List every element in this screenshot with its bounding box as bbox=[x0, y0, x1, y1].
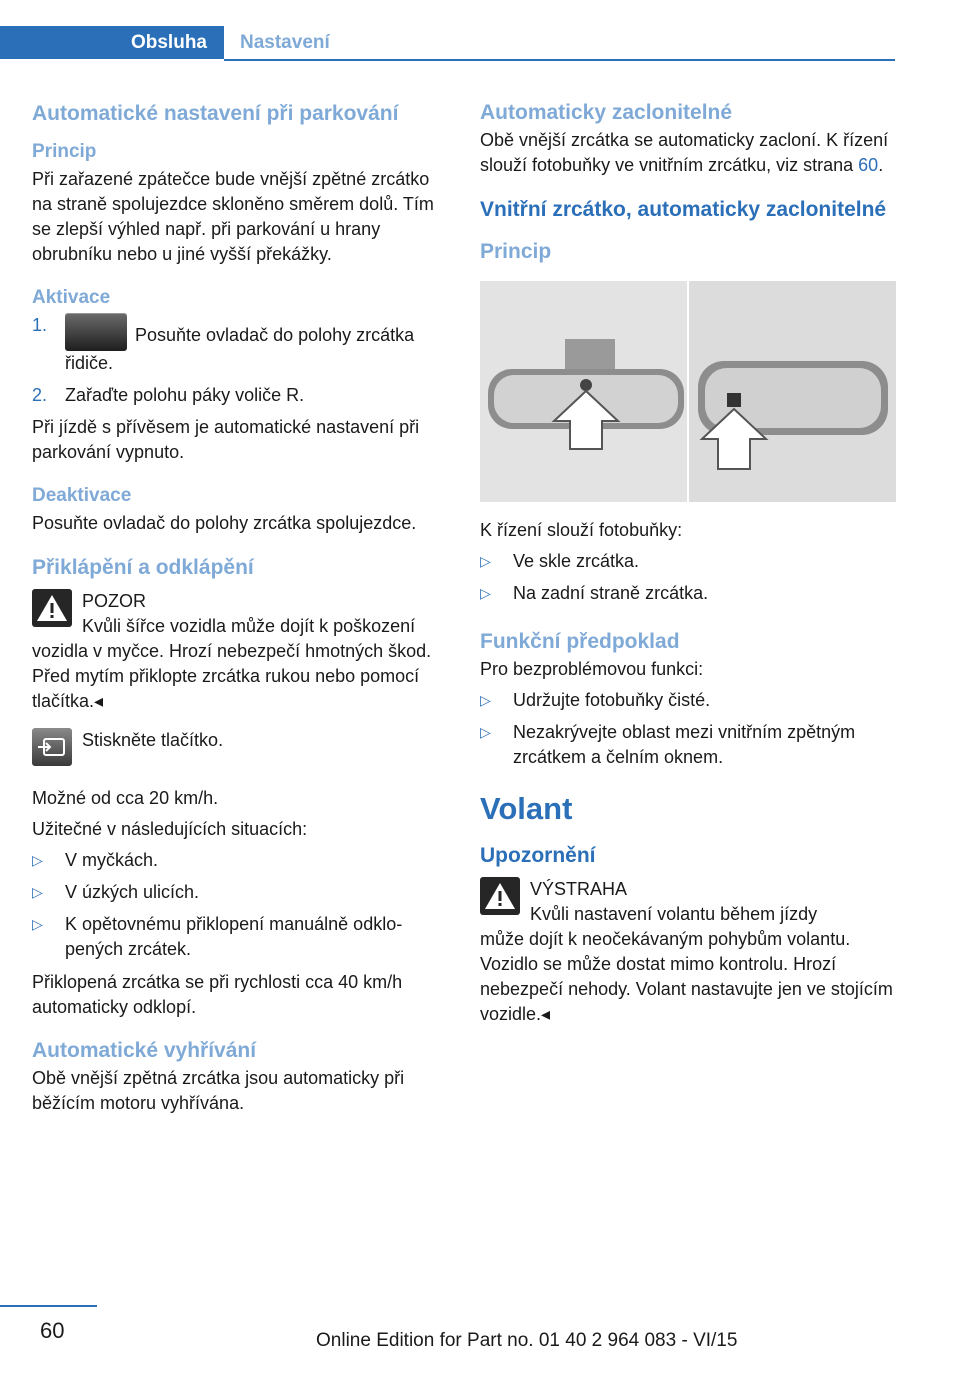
list-item: ▷ K opětovnému přiklopení manuálně odklopených zrcátek. bbox=[32, 912, 450, 962]
tab-obsluha[interactable]: Obsluha bbox=[0, 26, 224, 59]
warning-text: vozidla v myčce. Hrozí nebezpečí hmotných škod. Před mytím přiklopte zrcátka rukou nebo pomocí tlačítka.◂ bbox=[32, 641, 432, 711]
edition-note: Online Edition for Part no. 01 40 2 964 083 - VI/15 bbox=[316, 1330, 738, 1351]
heading-aktivace: Aktivace bbox=[32, 287, 111, 308]
mirror-photo bbox=[480, 281, 896, 502]
text-useful: Užitečné v následujících situacích: bbox=[32, 819, 308, 839]
situations-list bbox=[32, 848, 450, 962]
warning-title: POZOR bbox=[82, 591, 147, 611]
heading-auto-dimming: Automaticky zaclonitelné bbox=[480, 101, 733, 124]
step-number: 1. bbox=[32, 315, 48, 335]
step-text: Posuňte ovladač do polohy zrcátka řidiče. bbox=[65, 325, 415, 373]
warning-text-first: Kvůli nastavení volantu během jízdy bbox=[530, 904, 818, 924]
list-item: ▷ Na zadní straně zrcátka. bbox=[480, 581, 896, 606]
warning-text-first: Kvůli šířce vozidla může dojít k poškození bbox=[82, 616, 416, 636]
mirror-fold-icon bbox=[32, 728, 72, 766]
triangle-right-icon: ▷ bbox=[480, 692, 491, 708]
mirror-illustration bbox=[480, 281, 896, 502]
heading-princip: Princip bbox=[32, 141, 97, 162]
heading-deaktivace: Deaktivace bbox=[32, 485, 132, 506]
fold-button-row bbox=[32, 728, 450, 766]
text-heating: Obě vnější zpětná zrcátka jsou automaticky při běžícím motoru vyhřívána. bbox=[32, 1068, 405, 1113]
list-item bbox=[32, 313, 450, 376]
text-speed: Možné od cca 20 km/h. bbox=[32, 788, 219, 808]
triangle-right-icon: ▷ bbox=[32, 852, 43, 868]
requirement-list bbox=[480, 688, 896, 770]
heading-requirement: Funkční předpoklad bbox=[480, 630, 680, 653]
warning-title: VÝSTRAHA bbox=[530, 879, 628, 899]
text-auto-dimming: Obě vnější zrcátka se automaticky zacloní. K řízení slouží fotobuňky ve vnitřním zrcátku, viz strana 60. bbox=[480, 130, 889, 175]
photocell-list bbox=[480, 549, 896, 606]
heading-parking-adjust: Automatické nastavení při parkování bbox=[32, 102, 399, 125]
triangle-right-icon: ▷ bbox=[480, 724, 491, 740]
tab-bar bbox=[0, 26, 895, 62]
list-item: ▷ Ve skle zrcátka. bbox=[480, 549, 896, 574]
warning-triangle-icon bbox=[480, 877, 520, 915]
activation-steps bbox=[32, 313, 450, 408]
footer-divider bbox=[0, 1305, 97, 1307]
warning-block bbox=[32, 589, 450, 714]
mirror-switch-icon bbox=[65, 313, 127, 351]
heading-fold: Přiklápění a odklápění bbox=[32, 556, 254, 579]
text-deaktivace: Posuňte ovladač do polohy zrcátka spolujezdce. bbox=[32, 513, 417, 533]
list-item: ▷ V úzkých ulicích. bbox=[32, 880, 450, 905]
text-princip: Při zařazené zpátečce bude vnější zpětné zrcátko na straně spolujezdce skloněno směrem dolů. Tím se zlepší výhled např. při parkování u hrany obrubníku nebo u jiné vyšší překážky. bbox=[32, 169, 434, 264]
text-photocells: K řízení slouží fotobuňky: bbox=[480, 520, 683, 540]
text-trailer: Při jízdě s přívěsem je automatické nastavení při parkování vypnuto. bbox=[32, 417, 420, 462]
warning-block-volant bbox=[480, 877, 896, 1027]
list-item bbox=[32, 383, 450, 408]
list-item: ▷ Udržujte fotobuňky čisté. bbox=[480, 688, 896, 713]
text-requirement: Pro bezproblémovou funkci: bbox=[480, 659, 704, 679]
left-column bbox=[32, 100, 450, 1116]
warning-triangle-icon bbox=[32, 589, 72, 627]
page-reference-link[interactable]: 60 bbox=[858, 155, 879, 175]
heading-volant: Volant bbox=[480, 791, 573, 826]
triangle-right-icon: ▷ bbox=[480, 585, 491, 601]
right-column bbox=[480, 100, 896, 1041]
text-unfold: Přiklopená zrcátka se při rychlosti cca 40 km/h automaticky odklopí. bbox=[32, 972, 403, 1017]
triangle-right-icon: ▷ bbox=[32, 916, 43, 932]
text-press-button: Stiskněte tlačítko. bbox=[82, 730, 224, 750]
list-item: ▷ V myčkách. bbox=[32, 848, 450, 873]
heading-heating: Automatické vyhřívání bbox=[32, 1039, 257, 1062]
list-item: ▷ Nezakrývejte oblast mezi vnitřním zpětným zrcátkem a čelním oknem. bbox=[480, 720, 896, 770]
warning-text: může dojít k neočekávaným pohybům volantu. Vozidlo se může dostat mimo kontrolu. Hrozí nebezpečí nehody. Volant nastavujte jen ve stojícím vozidle.◂ bbox=[480, 929, 893, 1024]
triangle-right-icon: ▷ bbox=[32, 884, 43, 900]
tab-nastaveni[interactable]: Nastavení bbox=[240, 32, 330, 53]
tab-underline bbox=[224, 59, 895, 61]
heading-inner-mirror: Vnitřní zrcátko, automaticky zaclonitelné bbox=[480, 198, 887, 221]
triangle-right-icon: ▷ bbox=[480, 553, 491, 569]
step-number: 2. bbox=[32, 385, 48, 405]
step-text: Zařaďte polohu páky voliče R. bbox=[65, 385, 305, 405]
heading-princip-right: Princip bbox=[480, 240, 552, 263]
heading-upozorneni: Upozornění bbox=[480, 844, 596, 867]
page-number: 60 bbox=[40, 1318, 65, 1343]
